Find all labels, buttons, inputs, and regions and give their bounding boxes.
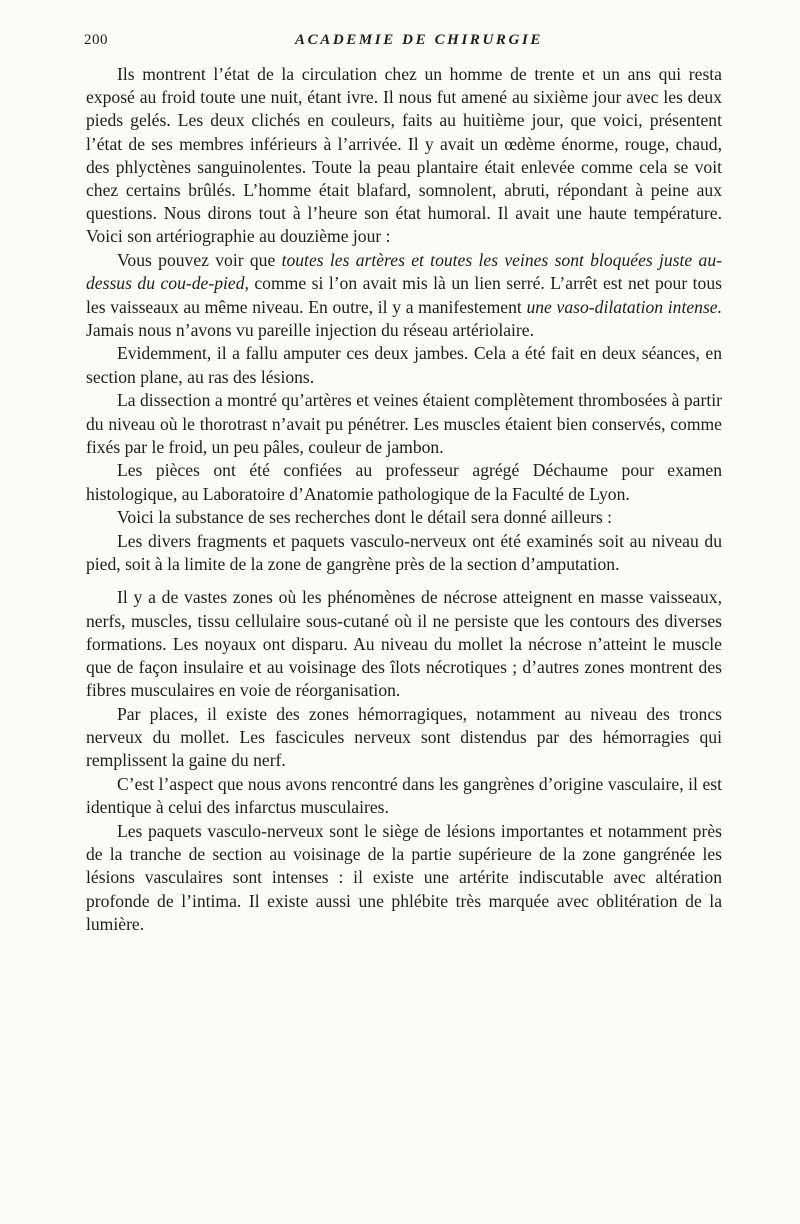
text-run: Vous pouvez voir que [117, 250, 282, 271]
paragraph-dissection: La dissection a montré qu’artères et veines étaient complètement thrombosées à partir du niveau où le thorotrast n’avait pu pénétrer. Les muscles étaient bien conservés, comme fixés par le froid, un peu pâles, couleur de jambon. [86, 390, 722, 457]
paragraph-arteriography [86, 249, 722, 342]
paragraph-histology: Les pièces ont été confiées au professeur agrégé Déchaume pour examen histologique, au Laboratoire d’Anatomie pathologique de la Faculté de Lyon. [86, 460, 722, 504]
paragraph-research-summary: Voici la substance de ses recherches dont le détail sera donné ailleurs : [117, 507, 613, 528]
text-run: comme si l’on avait mis là un lien serré. L’arrêt est net pour tous les vaisseaux au même niveau. En outre, il y a manifestement [86, 273, 722, 317]
paragraph-vascular-lesions: Les paquets vasculo-nerveux sont le siège de lésions importantes et notamment près de la tranche de section au voisinage de la partie supérieure de la zone gangrénée les lésions vasculaires sont intenses : il existe une artérite indiscutable avec altération profonde de l’intima. Il existe aussi une phlébite très marquée avec oblitération de la lumière. [86, 821, 722, 934]
running-header [86, 30, 722, 54]
text-run: Jamais nous n’avons vu pareille injection du réseau artériolaire. [86, 319, 534, 340]
journal-title: ACADEMIE DE CHIRURGIE [295, 32, 543, 48]
paragraph-hemorrhage: Par places, il existe des zones hémorragiques, notamment au niveau des troncs nerveux du mollet. Les fascicules nerveux sont distendus par des hémorragies qui remplissent la gaine du nerf. [86, 703, 722, 771]
paragraph-amputation: Evidemment, il a fallu amputer ces deux jambes. Cela a été fait en deux séances, en section plane, au ras des lésions. [86, 343, 722, 387]
page-number: 200 [84, 32, 108, 48]
document-page [86, 30, 722, 936]
paragraph-case-description: Ils montrent l’état de la circulation chez un homme de trente et un ans qui resta exposé au froid toute une nuit, étant ivre. Il nous fut amené au sixième jour avec les deux pieds gelés. Les deux clichés en couleurs, faits au huitième jour, que voici, présentent l’état de ses membres inférieurs à l’arrivée. Il y avait un œdème énorme, rouge, chaud, des phlyctènes sanguinolentes. Toute la peau plantaire était enlevée comme cela se voit chez certains brûlés. L’homme était blafard, somnolent, abruti, répondant à peine aux questions. Nous dirons tout à l’heure son état humoral. Il avait une haute température. Voici son artériographie au douzième jour : [86, 64, 722, 247]
paragraph-vascular-origin: C’est l’aspect que nous avons rencontré dans les gangrènes d’origine vasculaire, il est identique à celui des infarctus musculaires. [86, 774, 722, 818]
italic-run: une vaso-dilatation intense. [526, 296, 722, 317]
paragraph-fragments: Les divers fragments et paquets vasculo-nerveux ont été examinés soit au niveau du pied, soit à la limite de la zone de gangrène près de la section d’amputation. [86, 531, 722, 575]
paragraph-necrosis: Il y a de vastes zones où les phénomènes de nécrose atteignent en masse vaisseaux, nerfs, muscles, tissu cellulaire sous-cutané où il ne persiste que les contours des diverses formations. Les noyaux ont disparu. Au niveau du mollet la nécrose n’atteint le muscle que de façon insulaire et au voisinage des îlots nécrotiques ; d’autres zones montrent des fibres musculaires en voie de réorganisation. [86, 587, 722, 701]
italic-run: toutes les artères et toutes les veines sont bloquées juste au-dessus du cou-de-pied, [86, 250, 722, 294]
body-text [86, 63, 722, 936]
